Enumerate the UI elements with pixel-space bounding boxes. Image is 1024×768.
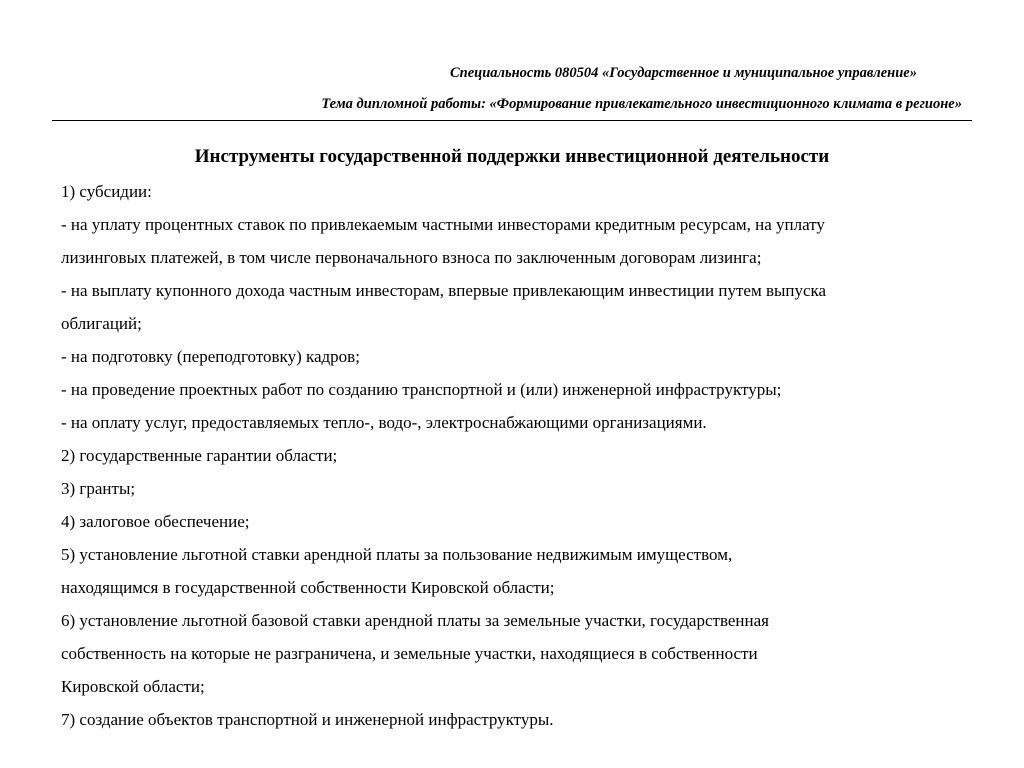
text-line: - на оплату услуг, предоставляемых тепло-, водо-, электроснабжающими организациями. — [61, 413, 707, 432]
text-line: 3) гранты; — [61, 479, 136, 498]
text-line: облигаций; — [61, 314, 142, 333]
text-line: 5) установление льготной ставки арендной платы за пользование недвижимым имуществом, — [61, 545, 733, 564]
text-line: - на выплату купонного дохода частным инвесторам, впервые привлекающим инвестиции путем выпуска — [61, 281, 827, 300]
text-line: 4) залоговое обеспечение; — [61, 512, 250, 531]
text-line: - на уплату процентных ставок по привлекаемым частными инвесторами кредитным ресурсам, на уплату — [61, 215, 825, 234]
text-line: находящимся в государственной собственности Кировской области; — [61, 578, 555, 597]
text-line: 6) установление льготной базовой ставки арендной платы за земельные участки, государственная — [61, 611, 769, 630]
specialty-line: Специальность 080504 «Государственное и муниципальное управление» — [449, 65, 917, 81]
text-line: Кировской области; — [61, 677, 205, 696]
text-line: - на подготовку (переподготовку) кадров; — [61, 347, 360, 366]
text-line: лизинговых платежей, в том числе первоначального взноса по заключенным договорам лизинга; — [61, 248, 762, 267]
text-line: 7) создание объектов транспортной и инженерной инфраструктуры. — [61, 710, 554, 729]
text-line: 1) субсидии: — [61, 182, 152, 201]
text-line: - на проведение проектных работ по созданию транспортной и (или) инженерной инфраструктуры; — [61, 380, 782, 399]
text-line: 2) государственные гарантии области; — [61, 446, 338, 465]
document-header — [52, 58, 972, 121]
document-body — [61, 175, 981, 736]
text-line: собственность на которые не разграничена, и земельные участки, находящиеся в собственности — [61, 644, 758, 663]
thesis-topic-line: Тема дипломной работы: «Формирование привлекательного инвестиционного климата в регионе» — [52, 89, 972, 121]
page-title: Инструменты государственной поддержки инвестиционной деятельности — [194, 146, 830, 167]
